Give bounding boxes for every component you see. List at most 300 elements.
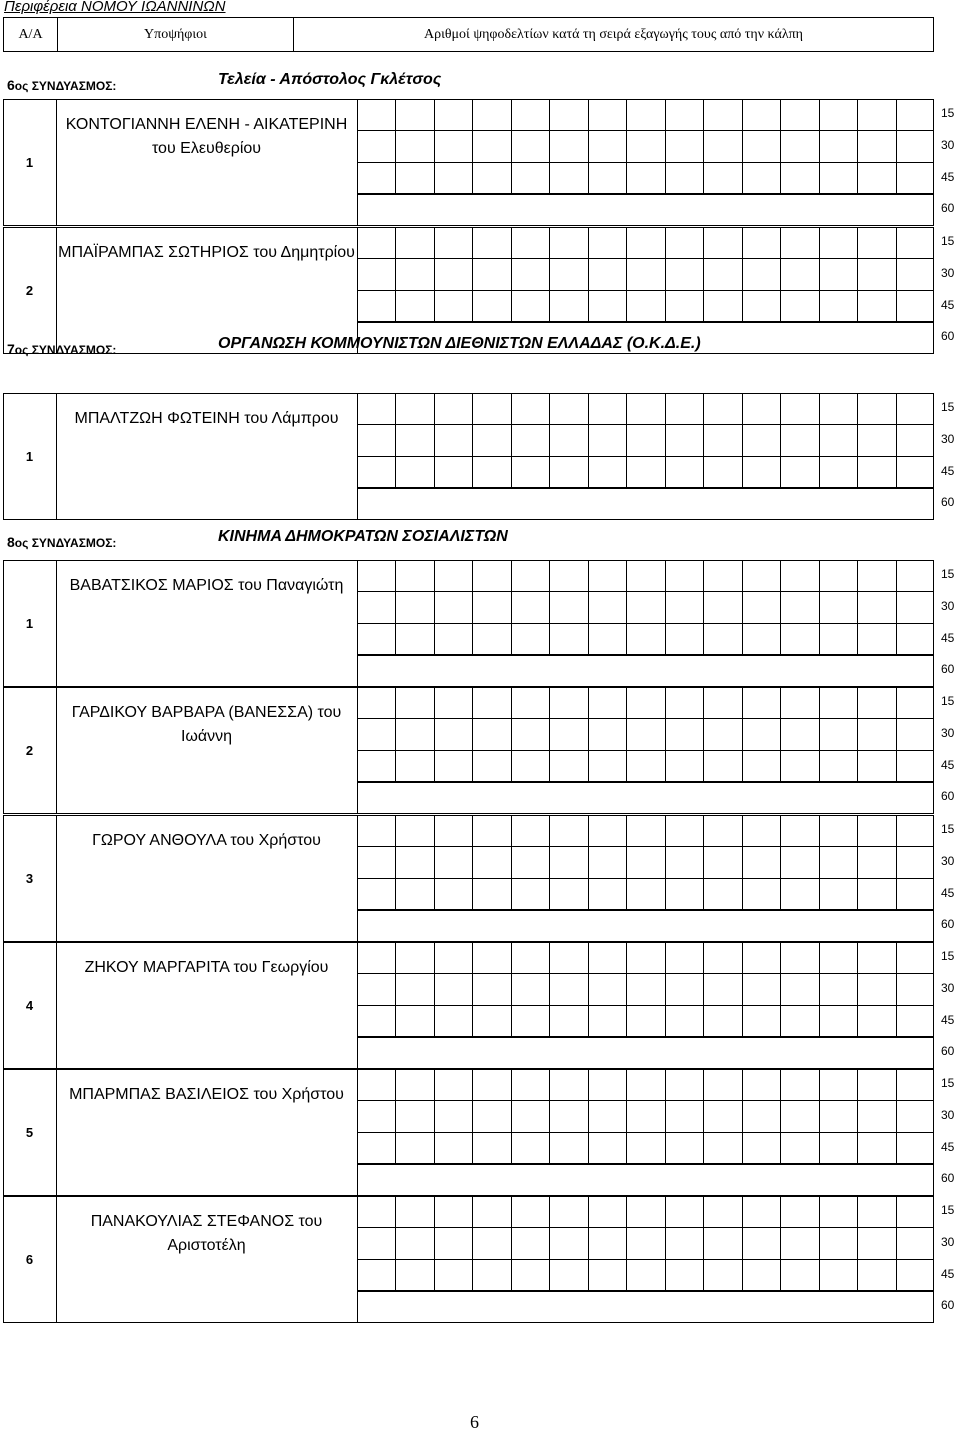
ballot-cell[interactable]: [627, 227, 665, 259]
ballot-cell[interactable]: [396, 131, 434, 163]
ballot-cell[interactable]: [704, 560, 742, 592]
ballot-cell[interactable]: [473, 560, 511, 592]
ballot-cell[interactable]: [897, 879, 934, 911]
ballot-cell[interactable]: [435, 259, 473, 291]
ballot-cell[interactable]: [550, 393, 588, 425]
ballot-cell[interactable]: [589, 1228, 627, 1260]
ballot-cell[interactable]: [666, 393, 704, 425]
ballot-cell[interactable]: [396, 425, 434, 457]
ballot-cell[interactable]: [550, 1133, 588, 1165]
ballot-cell[interactable]: [435, 974, 473, 1006]
ballot-cell[interactable]: [858, 1006, 896, 1038]
ballot-cell[interactable]: [512, 131, 550, 163]
ballot-cell[interactable]: [473, 1196, 511, 1228]
ballot-cell[interactable]: [512, 259, 550, 291]
ballot-cell[interactable]: [704, 393, 742, 425]
ballot-cell[interactable]: [743, 687, 781, 719]
ballot-cell[interactable]: [396, 1260, 434, 1292]
ballot-cell[interactable]: [473, 592, 511, 624]
ballot-cell[interactable]: [512, 1101, 550, 1133]
ballot-cell[interactable]: [743, 1196, 781, 1228]
ballot-cell[interactable]: [589, 425, 627, 457]
ballot-cell[interactable]: [743, 974, 781, 1006]
ballot-cell[interactable]: [358, 815, 396, 847]
ballot-cell[interactable]: [704, 291, 742, 323]
ballot-cell[interactable]: [897, 457, 934, 489]
ballot-cell[interactable]: [550, 560, 588, 592]
ballot-cell[interactable]: [743, 291, 781, 323]
ballot-cell[interactable]: [589, 879, 627, 911]
ballot-cell[interactable]: [820, 457, 858, 489]
ballot-cell[interactable]: [435, 879, 473, 911]
ballot-cell[interactable]: [743, 1069, 781, 1101]
ballot-cell[interactable]: [396, 687, 434, 719]
ballot-cell[interactable]: [435, 719, 473, 751]
ballot-cell[interactable]: [897, 974, 934, 1006]
ballot-cell[interactable]: [743, 592, 781, 624]
ballot-cell[interactable]: [781, 624, 819, 656]
ballot-cell[interactable]: [358, 291, 396, 323]
ballot-cell[interactable]: [820, 560, 858, 592]
ballot-cell[interactable]: [704, 687, 742, 719]
ballot-cell[interactable]: [512, 592, 550, 624]
ballot-cell[interactable]: [704, 457, 742, 489]
ballot-cell[interactable]: [589, 560, 627, 592]
ballot-cell[interactable]: [897, 719, 934, 751]
ballot-cell[interactable]: [512, 99, 550, 131]
ballot-cell[interactable]: [743, 624, 781, 656]
ballot-cell[interactable]: [820, 592, 858, 624]
ballot-cell[interactable]: [358, 99, 396, 131]
ballot-cell[interactable]: [627, 1101, 665, 1133]
ballot-cell[interactable]: [704, 1228, 742, 1260]
ballot-cell[interactable]: [358, 1006, 396, 1038]
ballot-cell[interactable]: [396, 847, 434, 879]
ballot-cell[interactable]: [396, 1196, 434, 1228]
ballot-cell[interactable]: [704, 1196, 742, 1228]
ballot-cell[interactable]: [704, 751, 742, 783]
ballot-cell[interactable]: [627, 163, 665, 195]
ballot-cell[interactable]: [897, 751, 934, 783]
ballot-cell[interactable]: [704, 99, 742, 131]
ballot-cell[interactable]: [435, 1228, 473, 1260]
ballot-cell[interactable]: [473, 847, 511, 879]
ballot-cell[interactable]: [473, 1133, 511, 1165]
ballot-cell[interactable]: [473, 393, 511, 425]
ballot-cell[interactable]: [358, 131, 396, 163]
ballot-cell[interactable]: [820, 1133, 858, 1165]
ballot-cell[interactable]: [473, 751, 511, 783]
ballot-cell[interactable]: [627, 291, 665, 323]
ballot-cell[interactable]: [396, 719, 434, 751]
ballot-cell[interactable]: [396, 1228, 434, 1260]
ballot-cell[interactable]: [858, 227, 896, 259]
ballot-cell[interactable]: [858, 942, 896, 974]
ballot-cell[interactable]: [704, 879, 742, 911]
ballot-cell[interactable]: [781, 291, 819, 323]
ballot-cell[interactable]: [666, 1260, 704, 1292]
ballot-cell[interactable]: [897, 163, 934, 195]
ballot-cell[interactable]: [666, 592, 704, 624]
ballot-cell[interactable]: [704, 815, 742, 847]
ballot-cell[interactable]: [781, 1133, 819, 1165]
ballot-cell[interactable]: [858, 974, 896, 1006]
ballot-cell[interactable]: [550, 1196, 588, 1228]
ballot-cell[interactable]: [396, 624, 434, 656]
ballot-cell[interactable]: [512, 719, 550, 751]
ballot-cell[interactable]: [550, 227, 588, 259]
ballot-cell[interactable]: [627, 393, 665, 425]
ballot-cell[interactable]: [396, 974, 434, 1006]
ballot-cell[interactable]: [666, 815, 704, 847]
ballot-cell[interactable]: [550, 163, 588, 195]
ballot-cell[interactable]: [781, 1228, 819, 1260]
ballot-cell[interactable]: [666, 847, 704, 879]
ballot-cell[interactable]: [820, 131, 858, 163]
ballot-cell[interactable]: [589, 592, 627, 624]
ballot-cell[interactable]: [704, 227, 742, 259]
ballot-cell[interactable]: [473, 879, 511, 911]
ballot-cell[interactable]: [820, 815, 858, 847]
ballot-cell[interactable]: [396, 1133, 434, 1165]
ballot-cell[interactable]: [589, 1196, 627, 1228]
ballot-cell[interactable]: [589, 393, 627, 425]
ballot-cell[interactable]: [820, 847, 858, 879]
ballot-cell[interactable]: [473, 291, 511, 323]
ballot-cell[interactable]: [473, 942, 511, 974]
ballot-cell[interactable]: [589, 1133, 627, 1165]
ballot-cell[interactable]: [473, 974, 511, 1006]
ballot-cell[interactable]: [666, 99, 704, 131]
ballot-cell[interactable]: [473, 163, 511, 195]
ballot-cell[interactable]: [396, 1069, 434, 1101]
ballot-cell[interactable]: [666, 1133, 704, 1165]
ballot-cell[interactable]: [435, 1260, 473, 1292]
ballot-cell[interactable]: [704, 1101, 742, 1133]
ballot-cell[interactable]: [781, 1006, 819, 1038]
ballot-cell[interactable]: [897, 592, 934, 624]
ballot-cell[interactable]: [743, 879, 781, 911]
ballot-cell[interactable]: [358, 457, 396, 489]
ballot-cell[interactable]: [589, 974, 627, 1006]
ballot-cell[interactable]: [704, 1133, 742, 1165]
ballot-cell[interactable]: [435, 99, 473, 131]
ballot-cell[interactable]: [781, 751, 819, 783]
ballot-cell[interactable]: [627, 624, 665, 656]
ballot-cell[interactable]: [666, 131, 704, 163]
ballot-cell[interactable]: [897, 1228, 934, 1260]
ballot-cell[interactable]: [858, 393, 896, 425]
ballot-cell[interactable]: [897, 131, 934, 163]
ballot-cell[interactable]: [743, 259, 781, 291]
ballot-cell[interactable]: [435, 457, 473, 489]
ballot-cell[interactable]: [435, 425, 473, 457]
ballot-cell[interactable]: [396, 751, 434, 783]
ballot-cell[interactable]: [858, 259, 896, 291]
ballot-cell[interactable]: [358, 847, 396, 879]
ballot-cell[interactable]: [550, 687, 588, 719]
ballot-cell[interactable]: [858, 1069, 896, 1101]
ballot-cell[interactable]: [704, 259, 742, 291]
ballot-cell[interactable]: [666, 719, 704, 751]
ballot-cell[interactable]: [396, 560, 434, 592]
ballot-cell[interactable]: [704, 1260, 742, 1292]
ballot-cell[interactable]: [858, 592, 896, 624]
ballot-cell[interactable]: [666, 1069, 704, 1101]
ballot-cell[interactable]: [589, 687, 627, 719]
ballot-cell[interactable]: [781, 1196, 819, 1228]
ballot-cell[interactable]: [396, 457, 434, 489]
ballot-cell[interactable]: [666, 687, 704, 719]
ballot-cell[interactable]: [589, 815, 627, 847]
ballot-cell[interactable]: [435, 624, 473, 656]
ballot-cell[interactable]: [666, 751, 704, 783]
ballot-cell[interactable]: [627, 560, 665, 592]
ballot-cell[interactable]: [666, 1006, 704, 1038]
ballot-cell[interactable]: [858, 719, 896, 751]
ballot-cell[interactable]: [858, 815, 896, 847]
ballot-cell[interactable]: [781, 687, 819, 719]
ballot-cell[interactable]: [358, 1133, 396, 1165]
ballot-cell[interactable]: [743, 560, 781, 592]
ballot-cell[interactable]: [550, 1006, 588, 1038]
ballot-cell[interactable]: [512, 847, 550, 879]
ballot-cell[interactable]: [781, 815, 819, 847]
ballot-cell[interactable]: [550, 624, 588, 656]
ballot-cell[interactable]: [781, 879, 819, 911]
ballot-cell[interactable]: [512, 1228, 550, 1260]
ballot-cell[interactable]: [473, 1069, 511, 1101]
ballot-cell[interactable]: [820, 259, 858, 291]
ballot-cell[interactable]: [743, 1133, 781, 1165]
ballot-cell[interactable]: [473, 1260, 511, 1292]
ballot-cell[interactable]: [435, 1069, 473, 1101]
ballot-cell[interactable]: [627, 974, 665, 1006]
ballot-cell[interactable]: [704, 974, 742, 1006]
ballot-cell[interactable]: [550, 815, 588, 847]
ballot-cell[interactable]: [743, 227, 781, 259]
ballot-cell[interactable]: [358, 879, 396, 911]
ballot-cell[interactable]: [897, 1006, 934, 1038]
ballot-cell[interactable]: [589, 291, 627, 323]
ballot-cell[interactable]: [512, 1006, 550, 1038]
ballot-cell[interactable]: [589, 259, 627, 291]
ballot-cell[interactable]: [897, 942, 934, 974]
ballot-cell[interactable]: [820, 393, 858, 425]
ballot-cell[interactable]: [435, 847, 473, 879]
ballot-cell[interactable]: [396, 1006, 434, 1038]
ballot-cell[interactable]: [897, 687, 934, 719]
ballot-cell[interactable]: [435, 1196, 473, 1228]
ballot-cell[interactable]: [512, 815, 550, 847]
ballot-cell[interactable]: [512, 751, 550, 783]
ballot-cell[interactable]: [435, 1101, 473, 1133]
ballot-cell[interactable]: [627, 592, 665, 624]
ballot-cell[interactable]: [858, 131, 896, 163]
ballot-cell[interactable]: [743, 815, 781, 847]
ballot-cell[interactable]: [435, 163, 473, 195]
ballot-cell[interactable]: [589, 1006, 627, 1038]
ballot-cell[interactable]: [473, 815, 511, 847]
ballot-cell[interactable]: [897, 1260, 934, 1292]
ballot-cell[interactable]: [858, 99, 896, 131]
ballot-cell[interactable]: [550, 1228, 588, 1260]
ballot-cell[interactable]: [897, 624, 934, 656]
ballot-cell[interactable]: [473, 1006, 511, 1038]
ballot-cell[interactable]: [473, 1101, 511, 1133]
ballot-cell[interactable]: [858, 879, 896, 911]
ballot-cell[interactable]: [627, 719, 665, 751]
ballot-cell[interactable]: [858, 425, 896, 457]
ballot-cell[interactable]: [512, 1069, 550, 1101]
ballot-cell[interactable]: [781, 99, 819, 131]
ballot-cell[interactable]: [820, 163, 858, 195]
ballot-cell[interactable]: [858, 847, 896, 879]
ballot-cell[interactable]: [627, 1069, 665, 1101]
ballot-cell[interactable]: [781, 1069, 819, 1101]
ballot-cell[interactable]: [627, 425, 665, 457]
ballot-cell[interactable]: [550, 1069, 588, 1101]
ballot-cell[interactable]: [743, 457, 781, 489]
ballot-cell[interactable]: [897, 259, 934, 291]
ballot-cell[interactable]: [589, 99, 627, 131]
ballot-cell[interactable]: [358, 425, 396, 457]
ballot-cell[interactable]: [396, 393, 434, 425]
ballot-cell[interactable]: [704, 719, 742, 751]
ballot-cell[interactable]: [666, 457, 704, 489]
ballot-cell[interactable]: [858, 624, 896, 656]
ballot-cell[interactable]: [435, 942, 473, 974]
ballot-cell[interactable]: [897, 815, 934, 847]
ballot-cell[interactable]: [550, 259, 588, 291]
ballot-cell[interactable]: [820, 1260, 858, 1292]
ballot-cell[interactable]: [550, 847, 588, 879]
ballot-cell[interactable]: [666, 560, 704, 592]
ballot-cell[interactable]: [512, 393, 550, 425]
ballot-cell[interactable]: [781, 425, 819, 457]
ballot-cell[interactable]: [897, 99, 934, 131]
ballot-cell[interactable]: [666, 1101, 704, 1133]
ballot-cell[interactable]: [473, 1228, 511, 1260]
ballot-cell[interactable]: [550, 751, 588, 783]
ballot-cell[interactable]: [858, 751, 896, 783]
ballot-cell[interactable]: [858, 1196, 896, 1228]
ballot-cell[interactable]: [589, 847, 627, 879]
ballot-cell[interactable]: [473, 457, 511, 489]
ballot-cell[interactable]: [743, 1228, 781, 1260]
ballot-cell[interactable]: [743, 847, 781, 879]
ballot-cell[interactable]: [820, 719, 858, 751]
ballot-cell[interactable]: [666, 974, 704, 1006]
ballot-cell[interactable]: [627, 1196, 665, 1228]
ballot-cell[interactable]: [897, 847, 934, 879]
ballot-cell[interactable]: [512, 942, 550, 974]
ballot-cell[interactable]: [396, 99, 434, 131]
ballot-cell[interactable]: [396, 291, 434, 323]
ballot-cell[interactable]: [550, 942, 588, 974]
ballot-cell[interactable]: [358, 942, 396, 974]
ballot-cell[interactable]: [666, 879, 704, 911]
ballot-cell[interactable]: [781, 719, 819, 751]
ballot-cell[interactable]: [858, 1133, 896, 1165]
ballot-cell[interactable]: [743, 425, 781, 457]
ballot-cell[interactable]: [743, 942, 781, 974]
ballot-cell[interactable]: [820, 1069, 858, 1101]
ballot-cell[interactable]: [589, 1260, 627, 1292]
ballot-cell[interactable]: [820, 1196, 858, 1228]
ballot-cell[interactable]: [512, 163, 550, 195]
ballot-cell[interactable]: [358, 1196, 396, 1228]
ballot-cell[interactable]: [781, 560, 819, 592]
ballot-cell[interactable]: [396, 592, 434, 624]
ballot-cell[interactable]: [820, 99, 858, 131]
ballot-cell[interactable]: [666, 624, 704, 656]
ballot-cell[interactable]: [627, 815, 665, 847]
ballot-cell[interactable]: [781, 592, 819, 624]
ballot-cell[interactable]: [627, 1260, 665, 1292]
ballot-cell[interactable]: [512, 425, 550, 457]
ballot-cell[interactable]: [435, 393, 473, 425]
ballot-cell[interactable]: [435, 815, 473, 847]
ballot-cell[interactable]: [435, 291, 473, 323]
ballot-cell[interactable]: [358, 719, 396, 751]
ballot-cell[interactable]: [396, 227, 434, 259]
ballot-cell[interactable]: [396, 815, 434, 847]
ballot-cell[interactable]: [435, 1006, 473, 1038]
ballot-cell[interactable]: [781, 847, 819, 879]
ballot-cell[interactable]: [512, 624, 550, 656]
ballot-cell[interactable]: [820, 624, 858, 656]
ballot-cell[interactable]: [550, 974, 588, 1006]
ballot-cell[interactable]: [627, 1228, 665, 1260]
ballot-cell[interactable]: [550, 1260, 588, 1292]
ballot-cell[interactable]: [704, 847, 742, 879]
ballot-cell[interactable]: [589, 131, 627, 163]
ballot-cell[interactable]: [627, 1006, 665, 1038]
ballot-cell[interactable]: [781, 227, 819, 259]
ballot-cell[interactable]: [396, 163, 434, 195]
ballot-cell[interactable]: [435, 687, 473, 719]
ballot-cell[interactable]: [704, 592, 742, 624]
ballot-cell[interactable]: [666, 1196, 704, 1228]
ballot-cell[interactable]: [512, 227, 550, 259]
ballot-cell[interactable]: [627, 879, 665, 911]
ballot-cell[interactable]: [781, 259, 819, 291]
ballot-cell[interactable]: [743, 163, 781, 195]
ballot-cell[interactable]: [781, 163, 819, 195]
ballot-cell[interactable]: [627, 847, 665, 879]
ballot-cell[interactable]: [781, 1101, 819, 1133]
ballot-cell[interactable]: [781, 393, 819, 425]
ballot-cell[interactable]: [435, 1133, 473, 1165]
ballot-cell[interactable]: [781, 131, 819, 163]
ballot-cell[interactable]: [858, 163, 896, 195]
ballot-cell[interactable]: [589, 751, 627, 783]
ballot-cell[interactable]: [743, 751, 781, 783]
ballot-cell[interactable]: [666, 163, 704, 195]
ballot-cell[interactable]: [897, 425, 934, 457]
ballot-cell[interactable]: [858, 1101, 896, 1133]
ballot-cell[interactable]: [435, 227, 473, 259]
ballot-cell[interactable]: [358, 1101, 396, 1133]
ballot-cell[interactable]: [897, 1101, 934, 1133]
ballot-cell[interactable]: [743, 99, 781, 131]
ballot-cell[interactable]: [820, 751, 858, 783]
ballot-cell[interactable]: [897, 1133, 934, 1165]
ballot-cell[interactable]: [512, 291, 550, 323]
ballot-cell[interactable]: [358, 393, 396, 425]
ballot-cell[interactable]: [473, 227, 511, 259]
